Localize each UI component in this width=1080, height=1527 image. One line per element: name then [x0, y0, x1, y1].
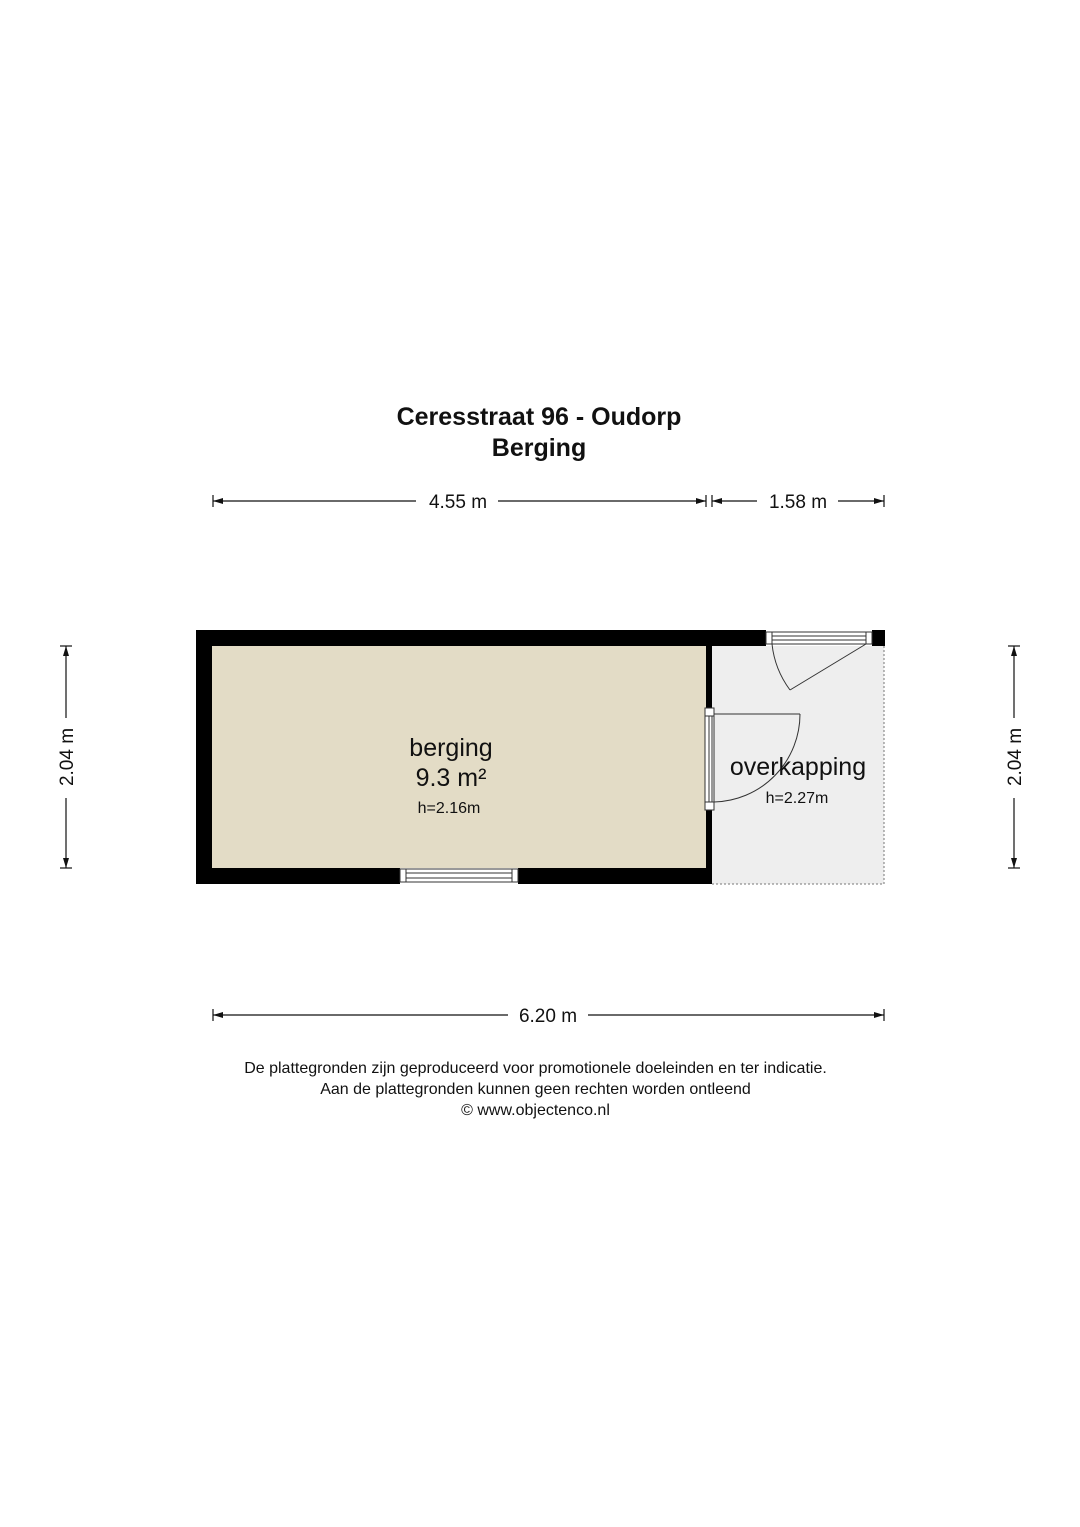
address-title: Ceresstraat 96 - Oudorp: [396, 403, 682, 431]
disclaimer-line-1: De plattegronden zijn geproduceerd voor promotionele doeleinden en ter indicatie.: [244, 1060, 827, 1077]
room-berging-height: h=2.16m: [417, 800, 481, 817]
wall-post: [872, 630, 885, 646]
dimension-top-left-label: 4.55 m: [428, 492, 488, 513]
dimension-bottom-label: 6.20 m: [518, 1006, 578, 1027]
copyright-line: © www.objectenco.nl: [461, 1102, 610, 1119]
room-overkapping-name: overkapping: [729, 753, 867, 781]
disclaimer: [0, 1058, 1080, 1121]
wall-bottom-right: [518, 868, 712, 884]
disclaimer-line-2: Aan de plattegronden kunnen geen rechten worden ontleend: [320, 1081, 751, 1098]
dimension-right-label: 2.04 m: [1005, 727, 1026, 787]
wall-right-upper: [706, 646, 712, 708]
floor-title: Berging: [491, 434, 587, 462]
wall-right-lower: [706, 810, 712, 868]
wall-left: [196, 630, 212, 884]
room-berging-name: berging: [409, 734, 493, 762]
wall-bottom-left: [196, 868, 400, 884]
room-berging-area: 9.3 m²: [415, 764, 487, 792]
room-overkapping-height: h=2.27m: [765, 790, 829, 807]
dimension-top-right-label: 1.58 m: [768, 492, 828, 513]
window-bottom: [400, 869, 518, 882]
dimension-left-label: 2.04 m: [57, 727, 78, 787]
wall-top: [196, 630, 766, 646]
